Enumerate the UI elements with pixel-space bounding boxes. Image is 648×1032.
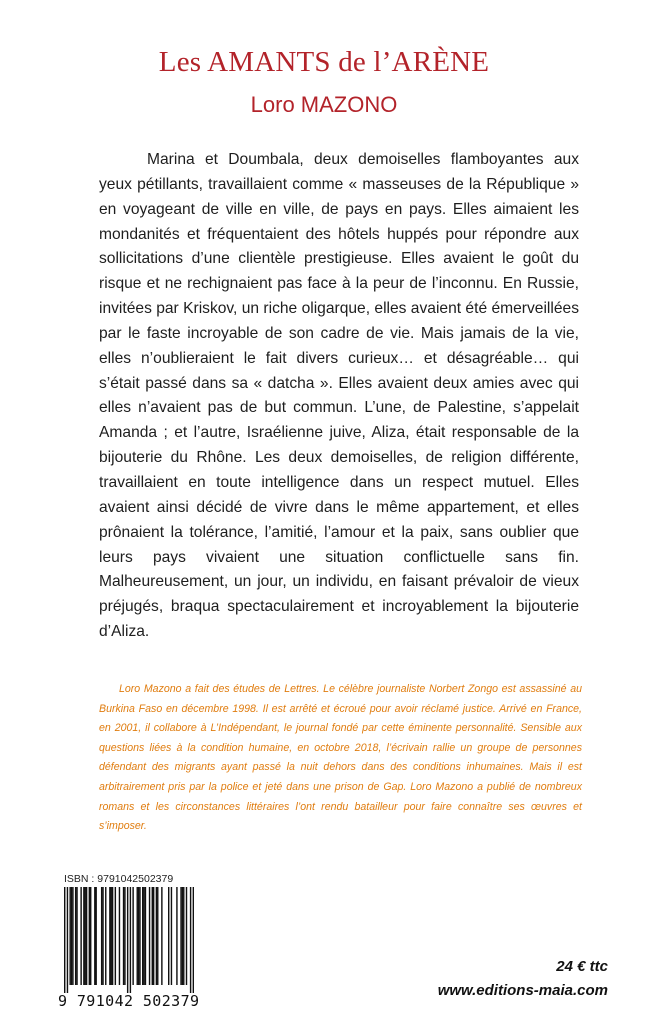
barcode-bar xyxy=(71,887,72,985)
barcode-bar xyxy=(176,887,177,985)
barcode-bar xyxy=(119,887,120,985)
barcode-bar xyxy=(112,887,113,985)
barcode-bar xyxy=(89,887,90,985)
price: 24 € ttc xyxy=(556,958,608,975)
barcode-bar xyxy=(145,887,146,985)
barcode-bar xyxy=(85,887,86,985)
barcode-bar xyxy=(161,887,162,985)
barcode-bar xyxy=(90,887,91,985)
barcode-bar xyxy=(72,887,73,985)
publisher-website: www.editions-maia.com xyxy=(437,982,608,999)
barcode-bar xyxy=(138,887,139,985)
book-summary: Marina et Doumbala, deux demoiselles flamboyantes aux yeux pétillants, travaillaient comme « masseuses de la République » en voyageant de ville en ville, de pays en pays. Elles aimaient les mondanités et fréquentaient des hôtels huppés pour répondre aux sollicitations d’une clientèle prestigieuse. Elles avaient le goût du risque et ne rechignaient pas face à la peur de l’inconnu. En Russie, invitées par Kriskov, un riche oligarque, elles avaient été émerveillées par le faste incroyable de son cadre de vie. Mais jamais de la vie, elles n’oublieraient le fait divers curieux… et désagréable… qui s’était passé dans sa « datcha ». Elles avaient deux amies avec qui elles n’avaient pas de but commun. L’une, de Palestine, s’appelait Amanda ; et l’autre, Israélienne juive, Aliza, était responsable de la bijouterie du Rhône. Les deux demoiselles, de religion différente, travaillaient en toute intelligence dans un respect mutuel. Elles avaient ainsi décidé de vivre dans le même appartement, et elles prônaient la tolérance, l’amitié, l’amour et la paix, sans oublier que leurs pays vivaient une situation conflictuelle sans fin. Malheureusement, un jour, un individu, en faisant prévaloir de vieux préjugés, braqua spectaculairement et incroyablement la bijouterie d’Aliza. xyxy=(99,151,579,641)
barcode-bar xyxy=(168,887,169,985)
barcode-bars xyxy=(64,887,194,993)
barcode-bar xyxy=(183,887,184,985)
barcode-bar xyxy=(64,887,65,993)
barcode-bar xyxy=(182,887,183,985)
barcode-bar xyxy=(105,887,106,985)
barcode-bar xyxy=(186,887,187,985)
barcode-bar xyxy=(156,887,157,985)
barcode-bar xyxy=(83,887,84,985)
barcode-bar xyxy=(143,887,144,985)
barcode-bar xyxy=(127,887,128,993)
barcode-bar xyxy=(190,887,191,993)
barcode-bar xyxy=(102,887,103,985)
barcode-bar xyxy=(157,887,158,985)
barcode-bar xyxy=(137,887,138,985)
barcode-bar xyxy=(86,887,87,985)
barcode-bar xyxy=(123,887,124,985)
barcode-bar xyxy=(101,887,102,985)
barcode-bar xyxy=(130,887,131,993)
barcode-bar xyxy=(149,887,150,985)
author-biography: Loro Mazono a fait des études de Lettres. Le célèbre journaliste Norbert Zongo est assassiné au Burkina Faso en décembre 1998. Il est arrêté et écroué pour avoir réclamé justice. Arrivé en France, en 2001, il collabore à L’Indépendant, le journal fondé par cette éminente personnalité. Sensible aux questions liées à la condition humaine, en octobre 2018, l’écrivain rallie un groupe de personnes défendant des migrants ayant passé la nuit dehors dans des conditions inhumaines. Mais il est arbitrairement pris par la police et jeté dans une prison de Gap. Loro Mazono a publié de nombreux romans et les circonstances littéraires l’ont rendu batailleur pour faire connaître ses œuvres et s’imposer. xyxy=(99,683,582,833)
barcode-bar xyxy=(152,887,153,985)
barcode-bar xyxy=(124,887,125,985)
barcode-bar xyxy=(115,887,116,985)
barcode-bar xyxy=(75,887,76,985)
barcode-bar xyxy=(142,887,143,985)
barcode-bar xyxy=(109,887,110,985)
author-name: Loro MAZONO xyxy=(250,92,398,117)
barcode-bar xyxy=(171,887,172,985)
barcode-bar xyxy=(80,887,81,985)
barcode-graphic xyxy=(64,887,194,993)
barcode-bar xyxy=(69,887,70,985)
barcode-digits: 9 791042 502379 xyxy=(58,992,200,1010)
barcode-bar xyxy=(94,887,95,985)
barcode-bar xyxy=(193,887,194,993)
book-title: Les AMANTS de l’ARÈNE xyxy=(158,46,490,78)
barcode-bar xyxy=(180,887,181,985)
barcode-bar xyxy=(153,887,154,985)
barcode-bar xyxy=(76,887,77,985)
isbn-label: ISBN : 9791042502379 xyxy=(64,873,174,885)
barcode-bar xyxy=(139,887,140,985)
barcode-bar xyxy=(111,887,112,985)
barcode-bar xyxy=(132,887,133,985)
barcode-bar xyxy=(95,887,96,985)
barcode-bar xyxy=(67,887,68,993)
